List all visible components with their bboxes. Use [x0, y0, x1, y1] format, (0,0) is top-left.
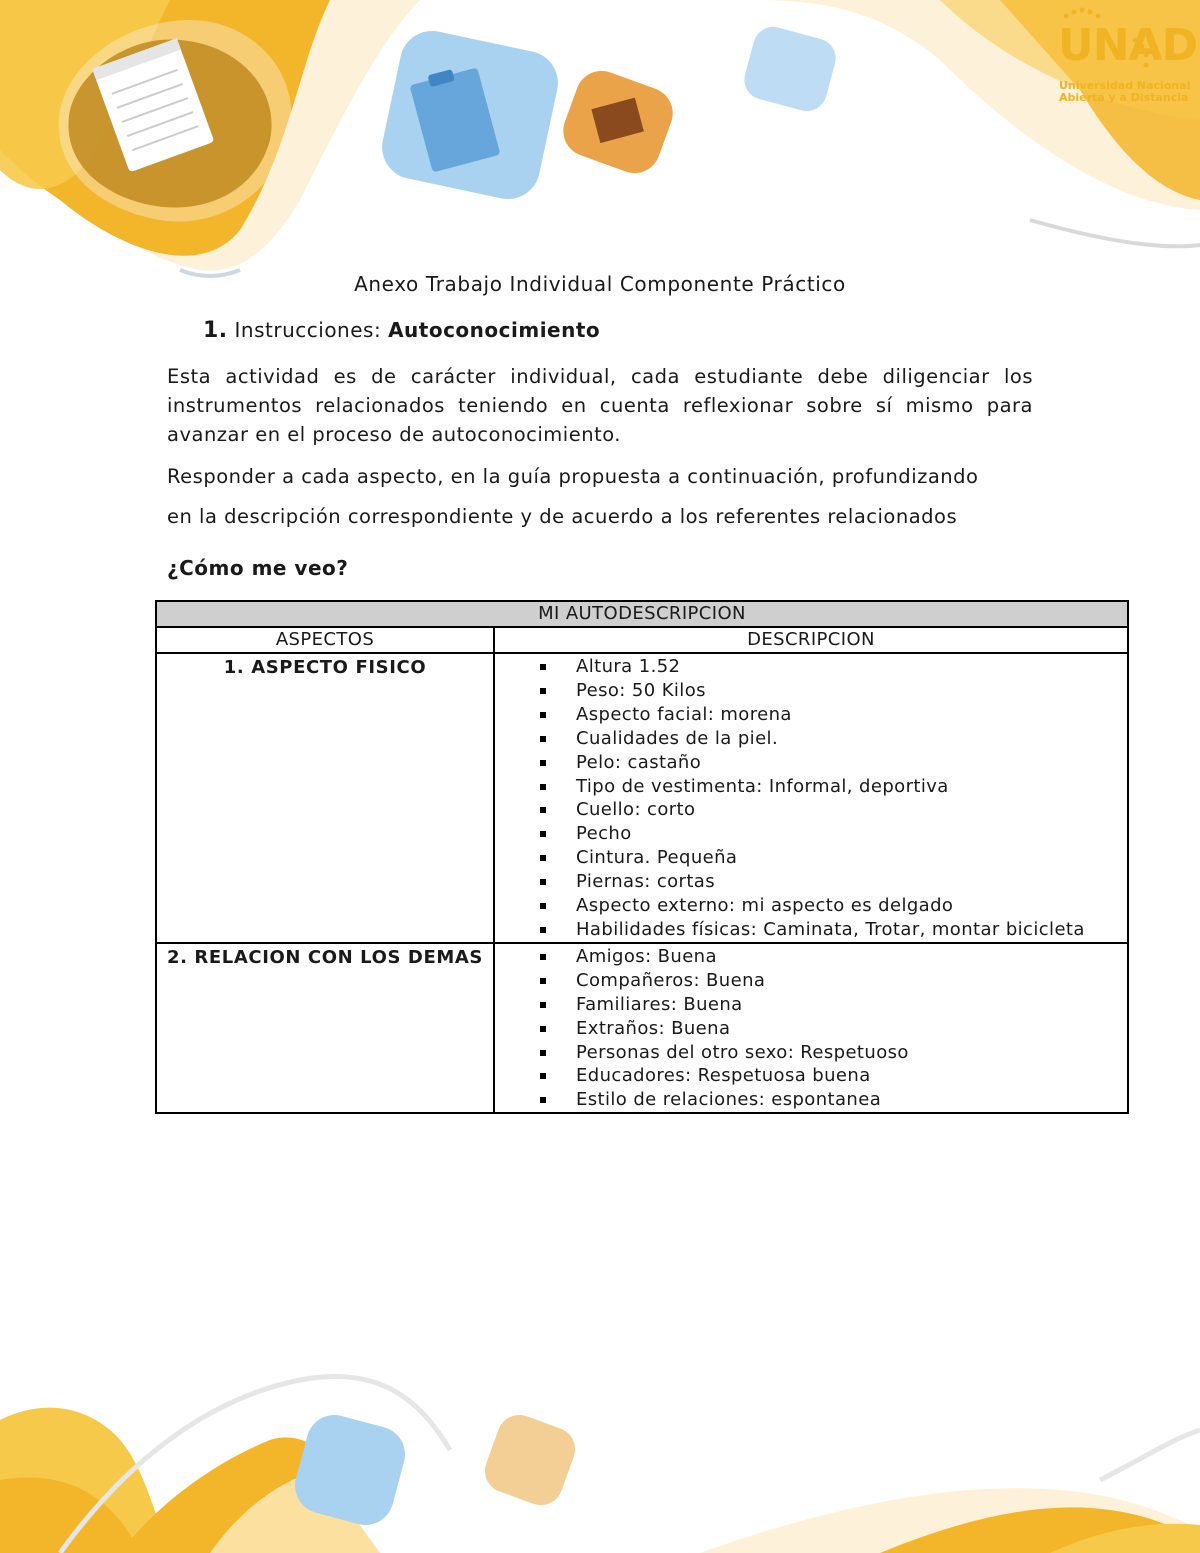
list-item: Altura 1.52 [495, 655, 1127, 679]
unad-logo-subtitle: Universidad Nacional Abierta y a Distancia [1059, 79, 1191, 104]
description-cell [494, 653, 1128, 943]
list-item: Aspecto externo: mi aspecto es delgado [495, 894, 1127, 918]
autodescription-table [155, 600, 1129, 1114]
list-item: Pelo: castaño [495, 751, 1127, 775]
unad-logo: UNAD [1058, 20, 1198, 71]
aspect-cell: 2. RELACION CON LOS DEMAS [156, 943, 494, 1113]
list-item: Cintura. Pequeña [495, 846, 1127, 870]
page-title: Anexo Trabajo Individual Componente Práctico [354, 272, 846, 296]
list-item: Personas del otro sexo: Respetuoso [495, 1041, 1127, 1065]
list-item: Compañeros: Buena [495, 969, 1127, 993]
list-item: Aspecto facial: morena [495, 703, 1127, 727]
clipboard-icon [376, 25, 564, 205]
list-item: Tipo de vestimenta: Informal, deportiva [495, 775, 1127, 799]
description-list [495, 654, 1127, 942]
section-label: Instrucciones: [234, 318, 382, 342]
section-topic: Autoconocimiento [388, 318, 601, 342]
table-title: MI AUTODESCRIPCION [156, 601, 1128, 627]
list-item: Estilo de relaciones: espontanea [495, 1088, 1127, 1112]
list-item: Cuello: corto [495, 798, 1127, 822]
list-item: Familiares: Buena [495, 993, 1127, 1017]
header-decoration [0, 0, 1200, 290]
section-heading [203, 318, 600, 343]
table-row [156, 943, 1128, 1113]
table-row [156, 653, 1128, 943]
list-item: Habilidades físicas: Caminata, Trotar, montar bicicleta [495, 918, 1127, 942]
column-header-aspects: ASPECTOS [156, 627, 494, 653]
list-item: Pecho [495, 822, 1127, 846]
list-item: Peso: 50 Kilos [495, 679, 1127, 703]
list-item: Cualidades de la piel. [495, 727, 1127, 751]
question-heading: ¿Cómo me veo? [167, 556, 349, 580]
book-icon [556, 64, 680, 181]
aspect-cell: 1. ASPECTO FISICO [156, 653, 494, 943]
instructions-line-1: Responder a cada aspecto, en la guía propuesta a continuación, profundizando [167, 465, 979, 488]
description-cell [494, 943, 1128, 1113]
intro-paragraph: Esta actividad es de carácter individual, cada estudiante debe diligenciar los instrumentos relacionados teniendo en cuenta reflexionar sobre sí mismo para avanzar en el proceso de autoconocimiento. [167, 365, 1033, 446]
description-list [495, 944, 1127, 1112]
list-item: Extraños: Buena [495, 1017, 1127, 1041]
list-item: Piernas: cortas [495, 870, 1127, 894]
column-header-description: DESCRIPCION [494, 627, 1128, 653]
list-item: Educadores: Respetuosa buena [495, 1064, 1127, 1088]
section-number: 1. [203, 318, 228, 343]
instructions-line-2: en la descripción correspondiente y de acuerdo a los referentes relacionados [167, 505, 958, 528]
list-item: Amigos: Buena [495, 945, 1127, 969]
